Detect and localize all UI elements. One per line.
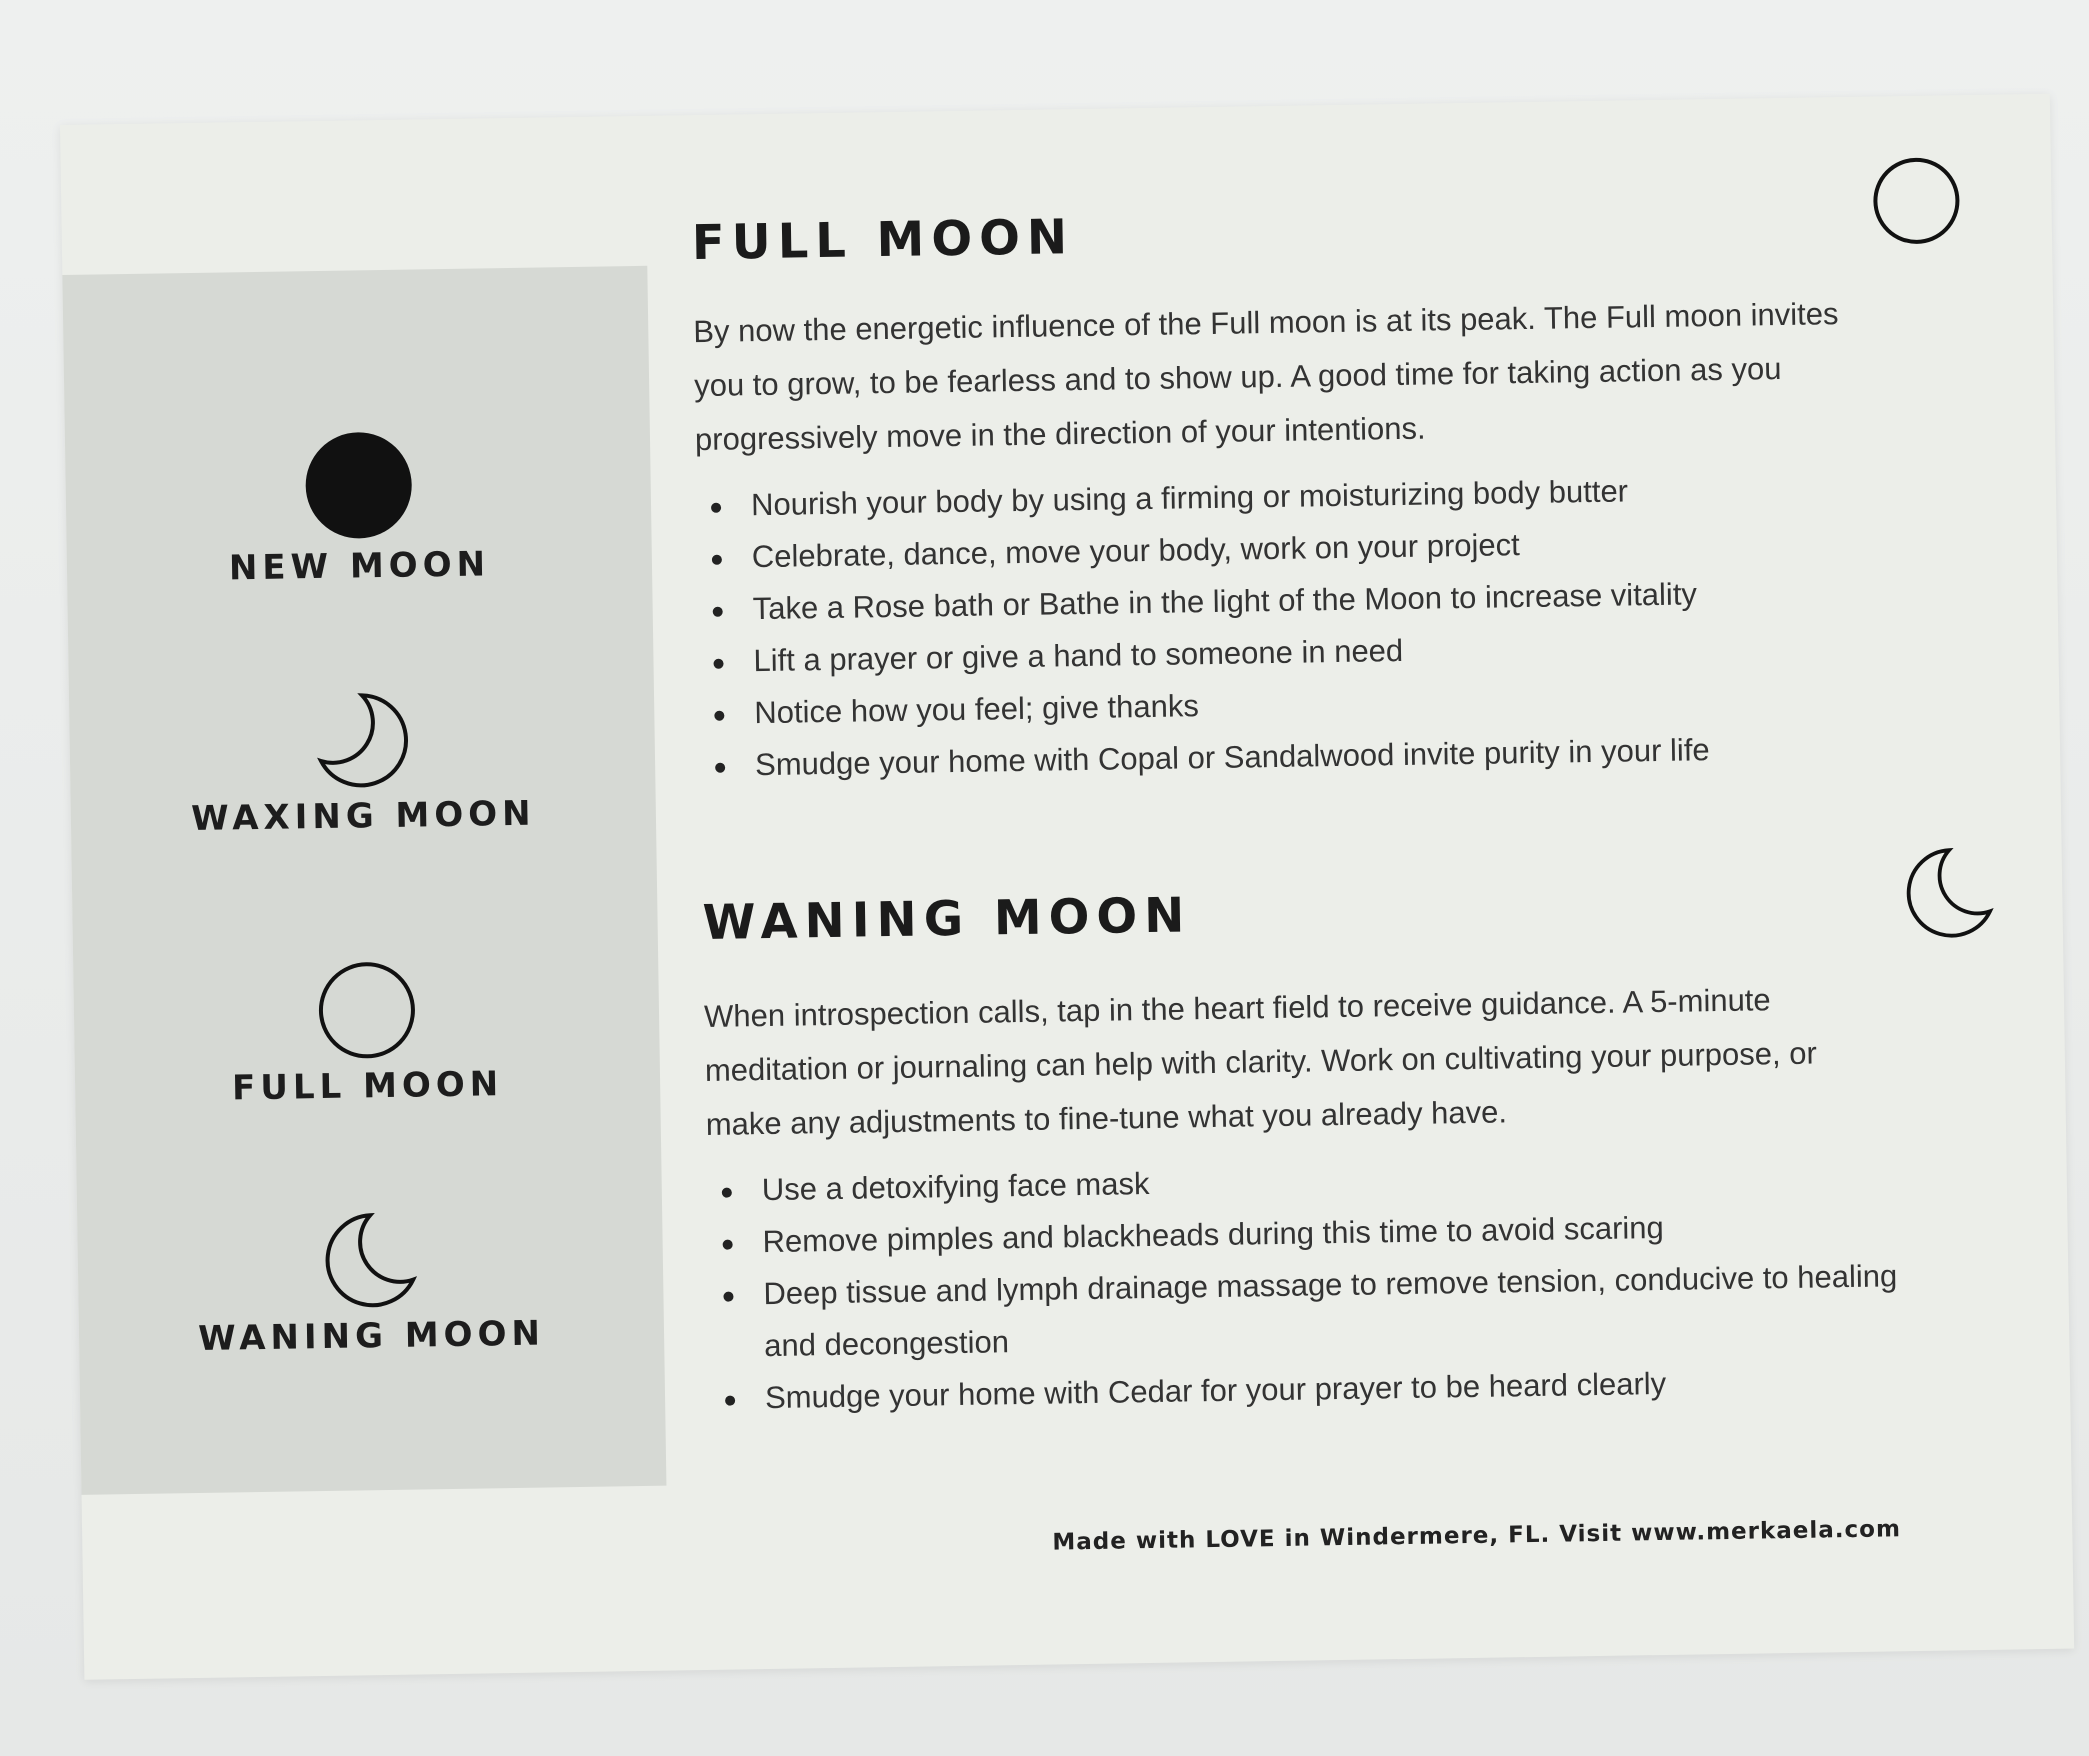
footer-credit: Made with LOVE in Windermere, FL. Visit www.merkaela.com: [1052, 1516, 1902, 1556]
waning-moon-title: WANING MOON: [702, 887, 1192, 952]
full-moon-icon: [316, 960, 418, 1062]
list-item: Take a Rose bath or Bathe in the light of the Moon to increase vitality: [712, 565, 1913, 636]
list-item: Smudge your home with Copal or Sandalwood invite purity in your life: [715, 721, 1916, 792]
full-moon-icon: [1871, 155, 1962, 246]
full-moon-paragraph: By now the energetic influence of the Full moon is at its peak. The Full moon invites you to grow, to be fearless and to show up. A good time for taking action as you progressively move in the direction of your intentions.: [693, 296, 1839, 458]
waning-moon-paragraph: When introspection calls, tap in the heart field to receive guidance. A 5-minute meditation or journaling can help with clarity. Work on cultivating your purpose, or make any adjustments to fine-tune what you already have.: [703, 982, 1818, 1142]
list-item: Smudge your home with Cedar for your prayer to be heard clearly: [725, 1354, 1926, 1425]
waning-moon-list: [721, 1146, 1925, 1425]
phase-new-moon: [65, 426, 652, 591]
full-moon-list: [711, 461, 1916, 792]
phase-label: WANING MOON: [197, 1313, 546, 1359]
waning-moon-icon: [1902, 845, 1998, 941]
phase-label: FULL MOON: [231, 1064, 504, 1109]
full-moon-title: FULL MOON: [691, 209, 1075, 272]
list-item: Celebrate, dance, move your body, work on your project: [711, 513, 1912, 584]
phase-full-moon: [73, 956, 660, 1111]
list-item: Notice how you feel; give thanks: [714, 669, 1915, 740]
moon-phase-sidebar: [62, 266, 666, 1495]
new-moon-icon: [302, 430, 414, 542]
phase-waxing-moon: [69, 686, 656, 841]
list-item: Remove pimples and blackheads during this time to avoid scaring: [722, 1198, 1923, 1269]
list-item: Nourish your body by using a firming or moisturizing body butter: [711, 461, 1912, 532]
waning-moon-icon: [320, 1209, 422, 1311]
list-item: Deep tissue and lymph drainage massage to remove tension, conducive to healing and decongestion: [723, 1250, 1924, 1373]
list-item: Lift a prayer or give a hand to someone in need: [713, 617, 1914, 688]
waxing-moon-icon: [311, 690, 413, 792]
phase-label: WAXING MOON: [190, 793, 536, 840]
list-item: Use a detoxifying face mask: [721, 1146, 1922, 1217]
phase-waning-moon: [77, 1206, 664, 1361]
moon-phase-card: [60, 94, 2074, 1680]
phase-label: NEW MOON: [228, 544, 491, 589]
